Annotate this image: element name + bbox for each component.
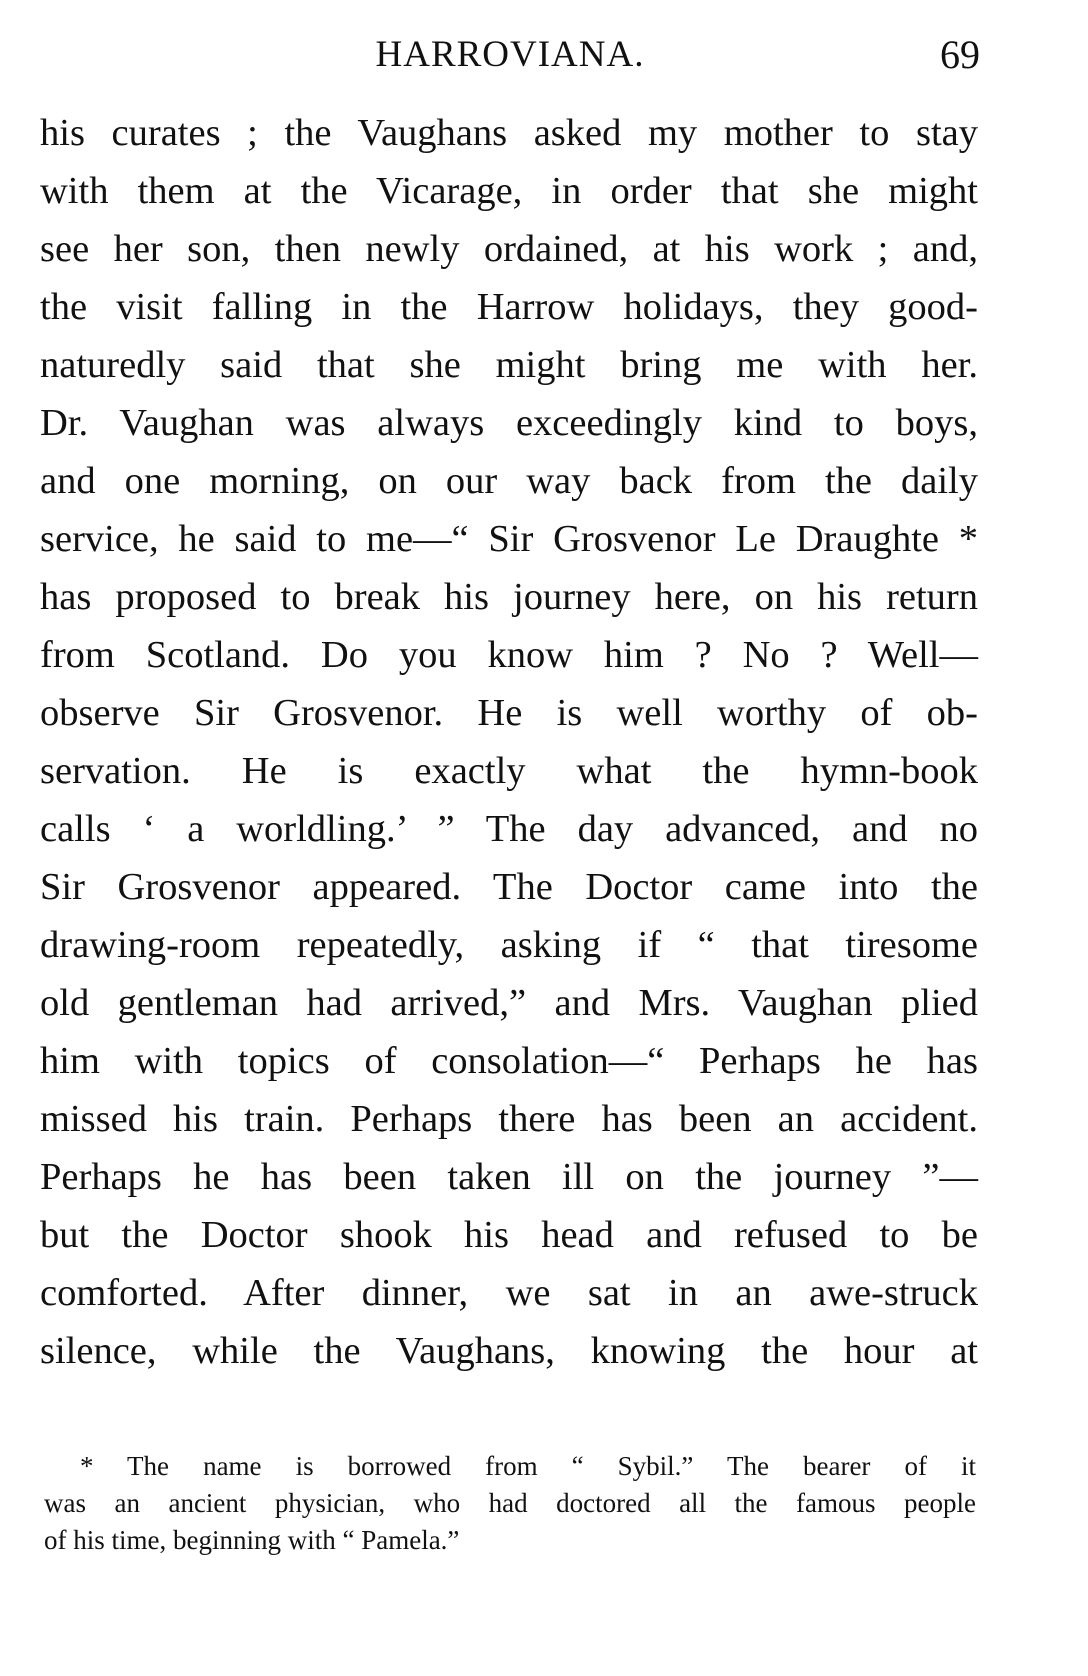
body-line: servation. He is exactly what the hymn-book bbox=[40, 750, 978, 792]
body-line: has proposed to break his journey here, on his return bbox=[40, 576, 978, 618]
footnote bbox=[44, 1448, 976, 1559]
body-line: the visit falling in the Harrow holidays, they good- bbox=[40, 286, 978, 328]
body-line: silence, while the Vaughans, knowing the hour at bbox=[40, 1330, 978, 1372]
running-head bbox=[40, 30, 980, 80]
body-line: Perhaps he has been taken ill on the journey ”— bbox=[40, 1156, 978, 1198]
page-number: 69 bbox=[940, 32, 980, 77]
body-line: missed his train. Perhaps there has been an accident. bbox=[40, 1098, 978, 1140]
body-line: see her son, then newly ordained, at his work ; and, bbox=[40, 228, 978, 270]
body-line: Sir Grosvenor appeared. The Doctor came into the bbox=[40, 866, 978, 908]
body-line: drawing-room repeatedly, asking if “ that tiresome bbox=[40, 924, 978, 966]
body-line: calls ‘ a worldling.’ ” The day advanced, and no bbox=[40, 808, 978, 850]
body-line: observe Sir Grosvenor. He is well worthy of ob- bbox=[40, 692, 978, 734]
body-line: comforted. After dinner, we sat in an awe-struck bbox=[40, 1272, 978, 1314]
body-line: but the Doctor shook his head and refused to be bbox=[40, 1214, 978, 1256]
footnote-line: * The name is borrowed from “ Sybil.” The bearer of it bbox=[80, 1451, 976, 1481]
body-line: from Scotland. Do you know him ? No ? Well— bbox=[40, 634, 978, 676]
body-line: his curates ; the Vaughans asked my mother to stay bbox=[40, 112, 978, 154]
body-line: with them at the Vicarage, in order that she might bbox=[40, 170, 978, 212]
body-line: service, he said to me—“ Sir Grosvenor Le Draughte * bbox=[40, 518, 978, 560]
footnote-line: of his time, beginning with “ Pamela.” bbox=[44, 1525, 460, 1555]
body-line: him with topics of consolation—“ Perhaps he has bbox=[40, 1040, 978, 1082]
footnote-line: was an ancient physician, who had doctored all the famous people bbox=[44, 1488, 976, 1518]
body-line: Dr. Vaughan was always exceedingly kind to boys, bbox=[40, 402, 978, 444]
body-line: old gentleman had arrived,” and Mrs. Vaughan plied bbox=[40, 982, 978, 1024]
body-line: naturedly said that she might bring me with her. bbox=[40, 344, 978, 386]
running-title: HARROVIANA. bbox=[375, 34, 645, 75]
body-line: and one morning, on our way back from the daily bbox=[40, 460, 978, 502]
body-paragraph bbox=[40, 104, 978, 1380]
